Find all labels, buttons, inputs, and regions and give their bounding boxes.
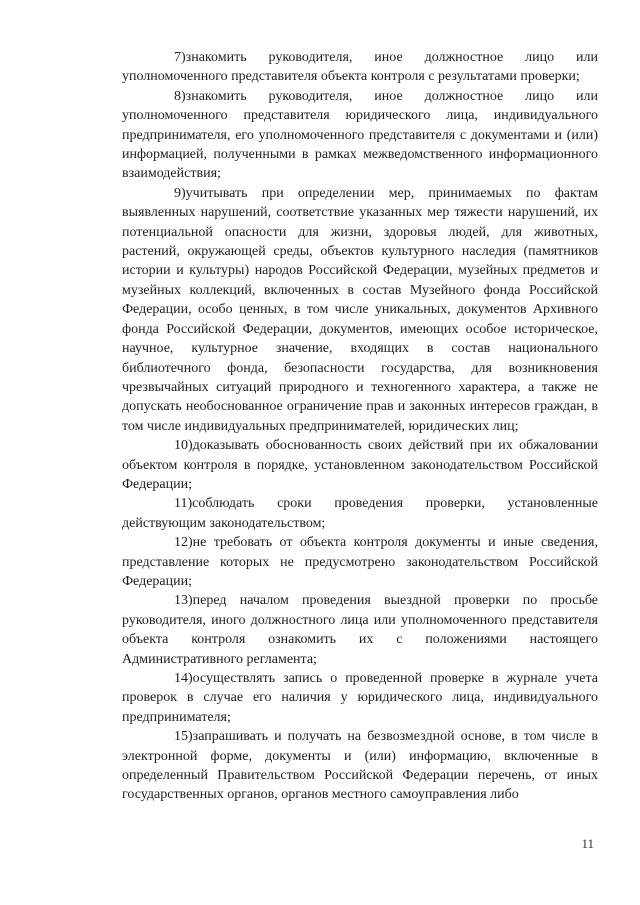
list-item-number: 8) [174, 88, 186, 104]
list-item-number: 11) [174, 496, 193, 512]
list-item-number: 7) [174, 50, 186, 65]
list-item [122, 87, 598, 184]
list-item-text: знакомить руководителя, иное должностное лицо или уполномоченного представителя юридического лица, индивидуального предпринимателя, его уполномоченного представителя с документами и (или) информацией, полученными в рамках межведомственного информационного взаимодействия; [122, 88, 598, 182]
list-item-text: учитывать при определении мер, принимаемых по фактам выявленных нарушений, соответствие указанных мер тяжести нарушений, их потенциальной опасности для жизни, здоровья людей, для животных, растений, окружающей среды, объектов культурного наследия (памятников истории и культуры) народов Российской Федерации, музейных предметов и музейных коллекций, включенных в состав Музейного фонда Российской Федерации, особо ценных, в том числе уникальных, документов Архивного фонда Российской Федерации, документов, имеющих особое историческое, научное, культурное значение, входящих в состав национального библиотечного фонда, безопасности государства, для возникновения чрезвычайных ситуаций природного и техногенного характера, а также не допускать необоснованное ограничение прав и законных интересов граждан, в том числе индивидуальных предпринимателей, юридических лиц; [122, 185, 598, 434]
list-item-number: 15) [174, 729, 193, 745]
list-item-number: 9) [174, 185, 186, 201]
page-number: 11 [581, 836, 594, 851]
list-item [122, 727, 598, 805]
list-item-number: 14) [174, 671, 193, 686]
list-item-text: знакомить руководителя, иное должностное лицо или уполномоченного представителя объекта контроля с результатами проверки; [122, 50, 598, 85]
list-item-text: доказывать обоснованность своих действий при их обжаловании объектом контроля в порядке, установленном законодательством Российской Федерации; [122, 438, 598, 492]
list-item [122, 48, 598, 87]
list-item [122, 533, 598, 591]
list-item [122, 436, 598, 494]
list-item [122, 494, 598, 533]
list-item-number: 13) [174, 593, 193, 609]
list-item-number: 10) [174, 438, 193, 454]
list-item-text: соблюдать сроки проведения проверки, установленные действующим законодательством; [122, 496, 598, 531]
list-item-text: перед началом проведения выездной проверки по просьбе руководителя, иного должностного лица или уполномоченного представителя объекта контроля ознакомить их с положениями настоящего Административного регламента; [122, 593, 598, 667]
list-item [122, 591, 598, 669]
list-item [122, 669, 598, 727]
document-body [122, 48, 598, 805]
list-item-number: 12) [174, 535, 193, 551]
list-item [122, 184, 598, 436]
list-item-text: не требовать от объекта контроля документы и иные сведения, представление которых не предусмотрено законодательством Российской Федерации; [122, 535, 598, 589]
list-item-text: запрашивать и получать на безвозмездной основе, в том числе в электронной форме, документы и (или) информацию, включенные в определенный Правительством Российской Федерации перечень, от иных государственных органов, органов местного самоуправления либо [122, 729, 598, 803]
list-item-text: осуществлять запись о проведенной проверке в журнале учета проверок в случае его наличия у юридического лица, индивидуального предпринимателя; [122, 671, 598, 725]
